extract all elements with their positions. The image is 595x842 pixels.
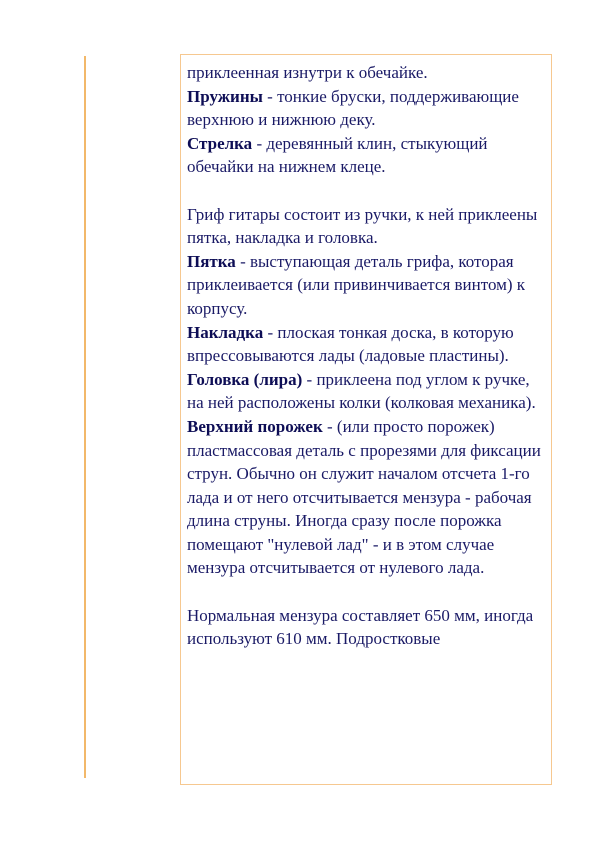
term-strelka: Стрелка [187,133,253,153]
definition-pyatka: - выступающая деталь грифа, которая приклеивается (или привинчивается винтом) к корпусу. [187,251,526,318]
definition-pruzhiny: - тонкие бруски, поддерживающие верхнюю и нижнюю деку. [187,86,519,130]
paragraph-menzura [187,604,547,651]
term-porozhek: Верхний порожек [187,416,323,436]
paragraph-nakladka [187,321,547,368]
text-frame [180,54,552,785]
paragraph-strelka [187,132,547,179]
paragraph-gap [187,179,547,203]
margin-rule [84,56,86,778]
paragraph-grif [187,203,547,250]
term-pruzhiny: Пружины [187,86,263,106]
paragraph-gap [187,580,547,604]
definition-strelka: - деревянный клин, стыкующий обечайки на нижнем клеце. [187,133,488,177]
definition-golovka: - приклеена под углом к ручке, на ней расположены колки (колковая механика). [187,369,536,413]
definition-nakladka: - плоская тонкая доска, в которую впрессовываются лады (ладовые пластины). [187,322,514,366]
paragraph-text: Гриф гитары состоит из ручки, к ней приклеены пятка, накладка и головка. [187,204,538,248]
term-pyatka: Пятка [187,251,236,271]
paragraph-pruzhiny [187,85,547,132]
definition-porozhek: - (или просто порожек) пластмассовая деталь с прорезями для фиксации струн. Обычно он служит началом отсчета 1-го лада и от него отсчитывается мензура - рабочая длина струны. Иногда сразу после порожка помещают "нулевой лад" - и в этом случае мензура отсчитывается от нулевого лада. [187,416,541,578]
paragraph-pyatka [187,250,547,321]
term-nakladka: Накладка [187,322,264,342]
paragraph-text: приклеенная изнутри к обечайке. [187,63,428,82]
term-golovka: Головка (лира) [187,369,303,389]
paragraph-golovka [187,368,547,415]
paragraph-porozhek [187,415,547,580]
paragraph-text: Нормальная мензура составляет 650 мм, иногда используют 610 мм. Подростковые [187,605,534,649]
paragraph-obechayka [187,61,547,85]
